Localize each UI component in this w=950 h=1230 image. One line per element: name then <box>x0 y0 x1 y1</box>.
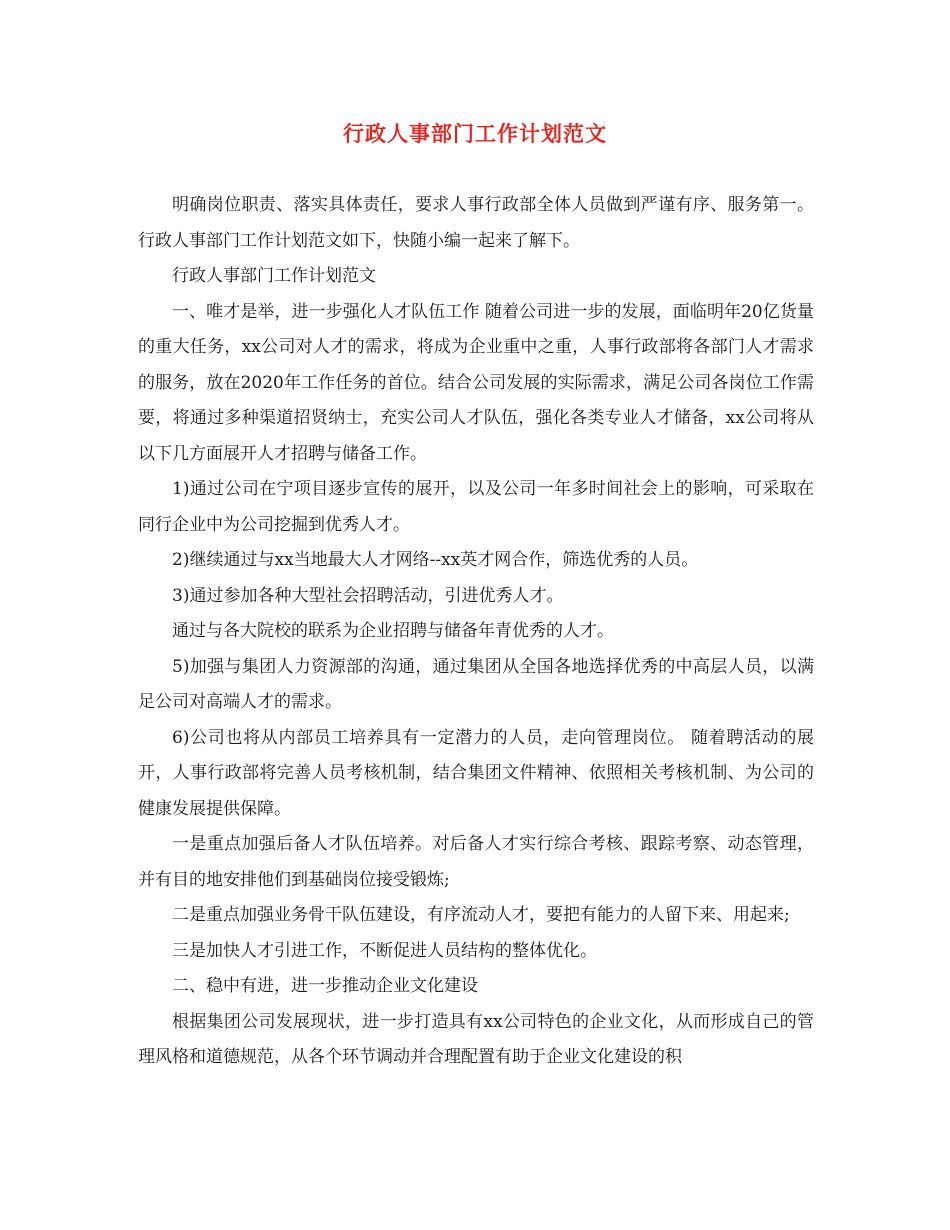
paragraph: 一、唯才是举，进一步强化人才队伍工作 随着公司进一步的发展，面临明年20亿货量的重大任务，xx公司对人才的需求，将成为企业重中之重，人事行政部将各部门人才需求的服务，放在2020年工作任务的首位。结合公司发展的实际需求，满足公司各岗位工作需要，将通过多种渠道招贤纳士，充实公司人才队伍，强化各类专业人才储备，xx公司将从以下几方面展开人才招聘与储备工作。 <box>138 301 814 464</box>
paragraph: 明确岗位职责、落实具体责任，要求人事行政部全体人员做到严谨有序、服务第一。行政人事部门工作计划范文如下，快随小编一起来了解下。 <box>138 195 814 251</box>
paragraph: 5)加强与集团人力资源部的沟通，通过集团从全国各地选择优秀的中高层人员，以满足公司对高端人才的需求。 <box>138 656 814 712</box>
paragraph: 根据集团公司发展现状，进一步打造具有xx公司特色的企业文化，从而形成自己的管理风格和道德规范，从各个环节调动并合理配置有助于企业文化建设的积 <box>138 1011 814 1067</box>
document-body <box>138 188 814 1076</box>
paragraph: 1)通过公司在宁项目逐步宣传的展开，以及公司一年多时间社会上的影响，可采取在同行企业中为公司挖掘到优秀人才。 <box>138 479 814 535</box>
paragraph: 二是重点加强业务骨干队伍建设，有序流动人才，要把有能力的人留下来、用起来; <box>172 905 790 925</box>
paragraph: 2)继续通过与xx当地最大人才网络--xx英才网合作，筛选优秀的人员。 <box>172 550 699 570</box>
paragraph: 通过与各大院校的联系为企业招聘与储备年青优秀的人才。 <box>172 621 614 641</box>
paragraph: 行政人事部门工作计划范文 <box>172 266 376 286</box>
paragraph: 6)公司也将从内部员工培养具有一定潜力的人员，走向管理岗位。 随着聘活动的展开，人事行政部将完善人员考核机制，结合集团文件精神、依照相关考核机制、为公司的健康发展提供保障。 <box>138 727 814 819</box>
paragraph: 一是重点加强后备人才队伍培养。对后备人才实行综合考核、跟踪考察、动态管理，并有目的地安排他们到基础岗位接受锻炼; <box>138 834 814 890</box>
paragraph: 3)通过参加各种大型社会招聘活动，引进优秀人才。 <box>172 585 564 606</box>
paragraph: 二、稳中有进，进一步推动企业文化建设 <box>172 976 478 996</box>
document-title: 行政人事部门工作计划范文 <box>343 121 607 146</box>
paragraph: 三是加快人才引进工作，不断促进人员结构的整体优化。 <box>172 940 597 961</box>
